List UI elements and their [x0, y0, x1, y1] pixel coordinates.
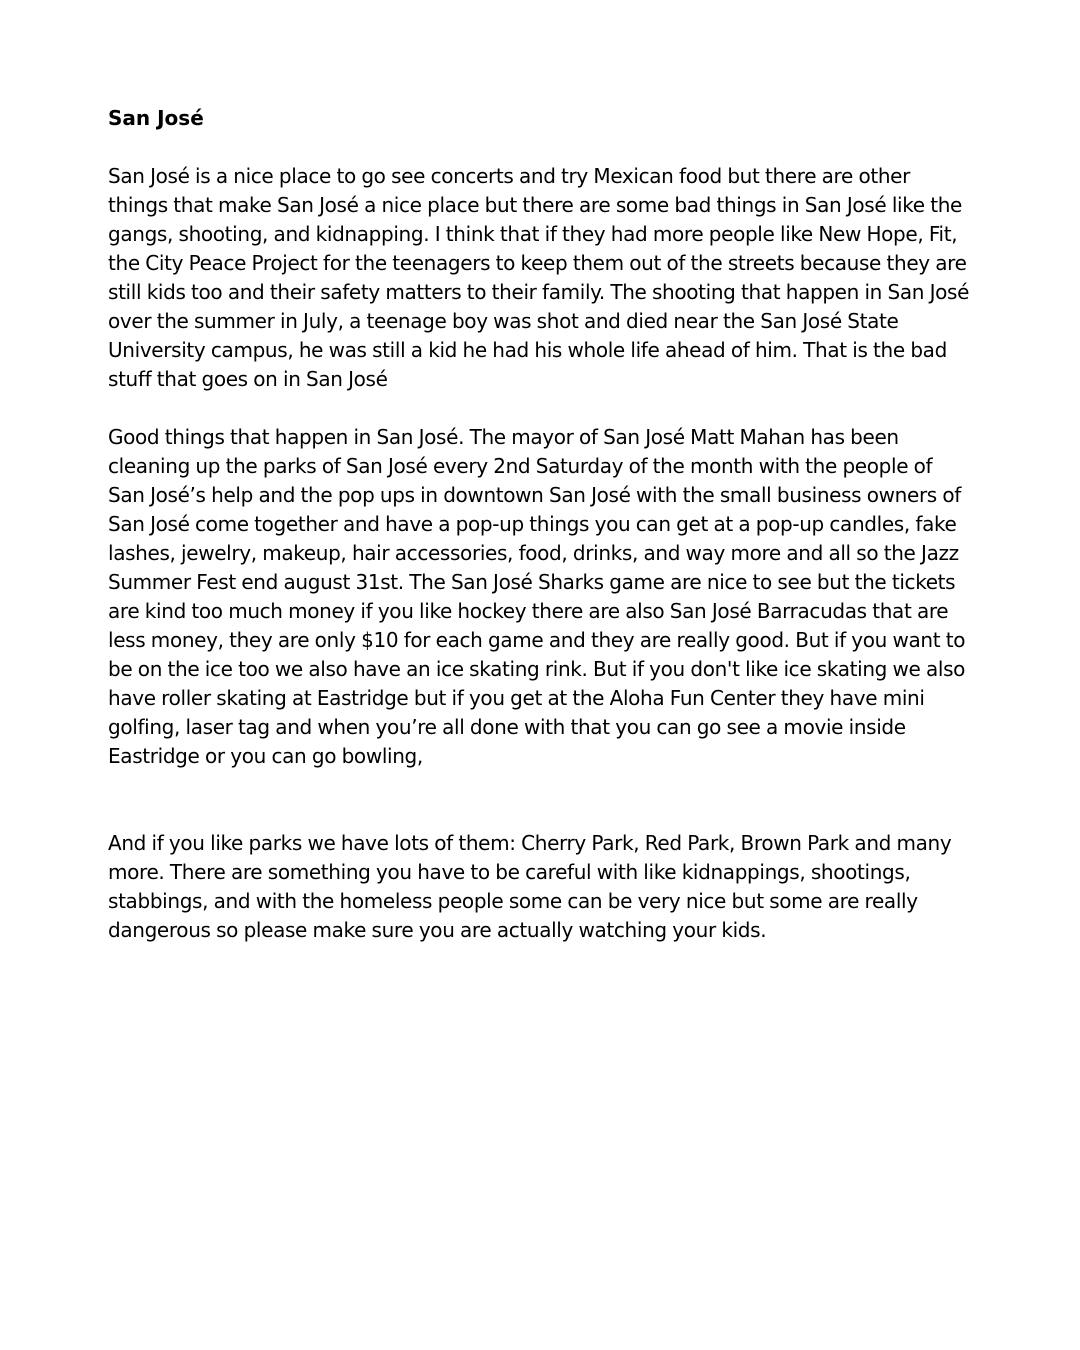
document-title: San José: [108, 106, 204, 130]
paragraph-good-things: Good things that happen in San José. The mayor of San José Matt Mahan has been cleaning up the parks of San José every 2nd Saturday of the month with the people of San José’s help and the pop ups in downtown San José with the small business owners of San José come together and have a pop-up things you can get at a pop-up candles, fake lashes, jewelry, makeup, hair accessories, food, drinks, and way more and all so the Jazz Summer Fest end august 31st. The San José Sharks game are nice to see but the tickets are kind too much money if you like hockey there are also San José Barracudas that are less money, they are only $10 for each game and they are really good. But if you want to be on the ice too we also have an ice skating rink. But if you don't like ice skating we also have roller skating at Eastridge but if you get at the Aloha Fun Center they have mini golfing, laser tag and when you’re all done with that you can go see a movie inside Eastridge or you can go bowling,: [108, 425, 966, 768]
paragraph-bad-things: San José is a nice place to go see concerts and try Mexican food but there are other things that make San José a nice place but there are some bad things in San José like the gangs, shooting, and kidnapping. I think that if they had more people like New Hope, Fit, the City Peace Project for the teenagers to keep them out of the streets because they are still kids too and their safety matters to their family. The shooting that happen in San José over the summer in July, a teenage boy was shot and died near the San José State University campus, he was still a kid he had his whole life ahead of him. That is the bad stuff that goes on in San José: [108, 164, 970, 391]
paragraph-spacer: [108, 771, 972, 829]
document-page: [108, 104, 972, 945]
paragraph-spacer: [108, 394, 972, 423]
paragraph-parks: And if you like parks we have lots of them: Cherry Park, Red Park, Brown Park and many more. There are something you have to be careful with like kidnappings, shootings, stabbings, and with the homeless people some can be very nice but some are really dangerous so please make sure you are actually watching your kids.: [108, 831, 952, 942]
